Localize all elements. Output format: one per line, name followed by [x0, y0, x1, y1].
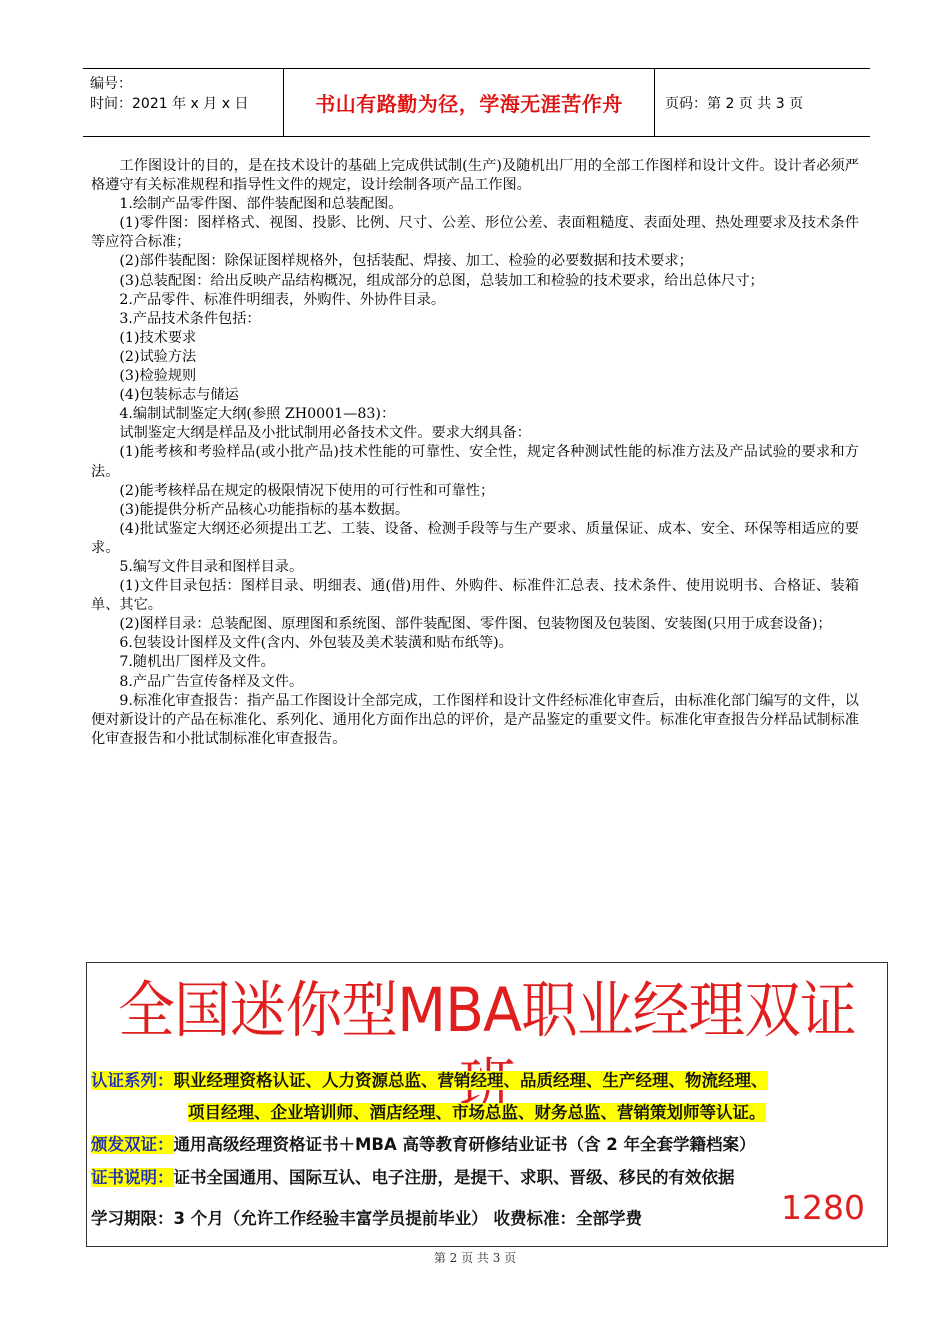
ad-title: 全国迷你型MBA职业经理双证 — [118, 975, 856, 1046]
body-paragraph: 5.编写文件目录和图样目录。 — [119, 558, 304, 575]
body-paragraph: (3)总装配图：给出反映产品结构概况，组成部分的总图，总装加工和检验的技术要求，给出总体尺寸； — [119, 272, 764, 289]
body-paragraph: (3)检验规则 — [119, 368, 197, 385]
number-label: 编号： — [90, 76, 132, 92]
header-motto-cell — [284, 69, 655, 136]
body-paragraph: (1)能考核和考验样品(或小批产品)技术性能的可靠性、安全性，规定各种测试性能的标准方法及产品试验的要求和方法。 — [91, 444, 859, 480]
body-paragraph: (2)试验方法 — [119, 348, 197, 365]
dual-cert-text: 通用高级经理资格证书＋MBA 高等教育研修结业证书（含 2 年全套学籍档案） — [173, 1135, 756, 1154]
body-paragraph: (2)部件装配图：除保证图样规格外，包括装配、焊接、加工、检验的必要数据和技术要求； — [119, 253, 693, 270]
page-number-label: 页码：第 2 页 共 3 页 — [665, 95, 804, 112]
header-table — [83, 68, 870, 137]
body-paragraph: 4.编制试制鉴定大纲(参照 ZH0001—83)： — [119, 406, 396, 423]
body-paragraph: (1)技术要求 — [119, 329, 197, 346]
cert-series-label: 认证系列： — [91, 1071, 174, 1090]
document-body — [91, 157, 859, 749]
body-paragraph: 6.包装设计图样及文件(含内、外包装及美术装潢和贴布纸等)。 — [119, 635, 513, 652]
cert-note-label: 证书说明： — [91, 1168, 174, 1187]
body-paragraph: 试制鉴定大纲是样品及小批试制用必备技术文件。要求大纲具备： — [119, 425, 531, 442]
body-paragraph: 2.产品零件、标准件明细表，外购件、外协件目录。 — [119, 291, 446, 308]
body-paragraph: 3.产品技术条件包括： — [119, 310, 261, 327]
body-paragraph: 7.随机出厂图样及文件。 — [119, 654, 275, 671]
cert-series-row-2 — [188, 1099, 766, 1123]
body-paragraph: (4)批试鉴定大纲还必须提出工艺、工装、设备、检测手段等与生产要求、质量保证、成本、安全、环保等相适应的要求。 — [91, 520, 859, 556]
cert-note-row — [91, 1164, 735, 1188]
body-paragraph: 8.产品广告宣传备样及文件。 — [119, 673, 304, 690]
time-label: 时间：2021 年 x 月 x 日 — [90, 96, 249, 112]
body-paragraph: 9.标准化审查报告：指产品工作图设计全部完成，工作图样和设计文件经标准化审查后，由标准化部门编写的文件，以便对新设计的产品在标准化、系列化、通用化方面作出总的评价，是产品鉴定的重要文件。标准化审查报告分样品试制标准化审查报告和小批试制标准化审查报告。 — [91, 692, 859, 747]
advertisement-box — [86, 962, 888, 1247]
cert-note-text: 证书全国通用、国际互认、电子注册，是提干、求职、晋级、移民的有效依据 — [173, 1168, 735, 1187]
cert-series-text-2: 项目经理、企业培训师、酒店经理、市场总监、财务总监、营销策划师等认证。 — [188, 1103, 766, 1122]
cert-series-text: 职业经理资格认证、人力资源总监、营销经理、品质经理、生产经理、物流经理、 — [173, 1071, 768, 1090]
cert-series-row — [91, 1067, 768, 1091]
dual-cert-row — [91, 1131, 755, 1155]
body-paragraph: (1)零件图：图样格式、视图、投影、比例、尺寸、公差、形位公差、表面粗糙度、表面处理、热处理要求及技术条件等应符合标准； — [91, 215, 859, 251]
page-footer: 第 2 页 共 3 页 — [433, 1251, 517, 1265]
price-value: 1280 — [781, 1188, 865, 1227]
motto-text: 书山有路勤为径，学海无涯苦作舟 — [315, 92, 623, 116]
dual-cert-label: 颁发双证： — [91, 1135, 174, 1154]
body-paragraph: (2)图样目录：总装配图、原理图和系统图、部件装配图、零件图、包装物图及包装图、安装图(只用于成套设备)； — [119, 616, 832, 633]
body-paragraph: (4)包装标志与储运 — [119, 387, 239, 404]
header-info-cell — [83, 69, 284, 136]
study-period-text: 学习期限：3 个月（允许工作经验丰富学员提前毕业） 收费标准：全部学费 — [91, 1209, 642, 1228]
body-paragraph: (1)文件目录包括：图样目录、明细表、通(借)用件、外购件、标准件汇总表、技术条件、使用说明书、合格证、装箱单、其它。 — [91, 578, 859, 614]
body-paragraph: (3)能提供分析产品核心功能指标的基本数据。 — [119, 501, 410, 518]
body-paragraph: 1.绘制产品零件图、部件装配图和总装配图。 — [119, 196, 403, 213]
body-paragraph: (2)能考核样品在规定的极限情况下使用的可行性和可靠性； — [119, 482, 495, 499]
study-period-row — [91, 1205, 642, 1229]
body-paragraph: 工作图设计的目的，是在技术设计的基础上完成供试制(生产)及随机出厂用的全部工作图样和设计文件。设计者必须严格遵守有关标准规程和指导性文件的规定，设计绘制各项产品工作图。 — [91, 158, 859, 194]
